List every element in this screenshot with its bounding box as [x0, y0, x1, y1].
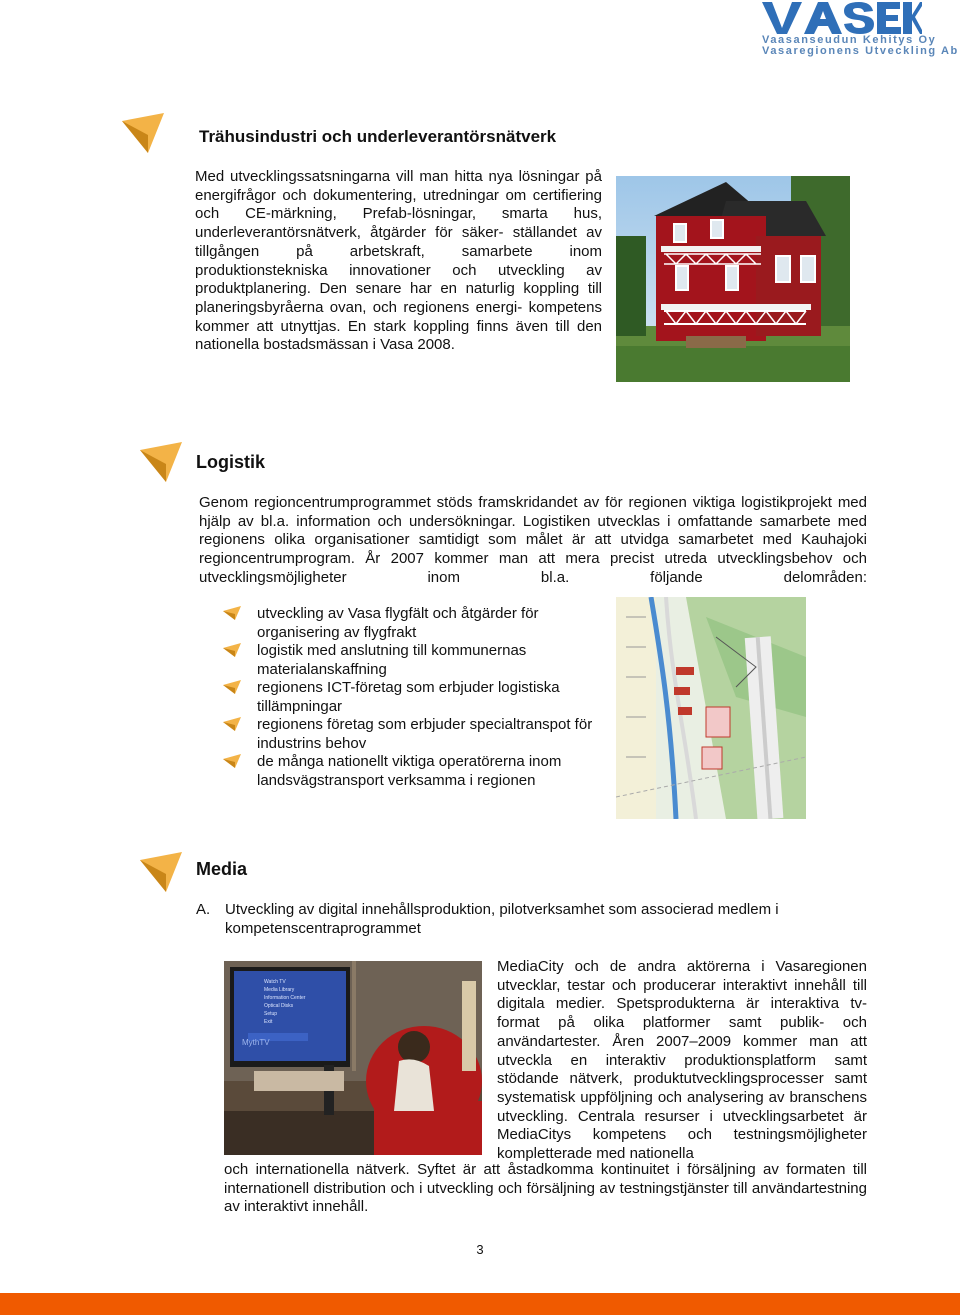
- section-title-logistik: Logistik: [196, 452, 266, 472]
- tv-menu-item: Media Library: [264, 987, 295, 993]
- bullet-triangle-icon: [222, 679, 242, 695]
- list-item-text: regionens ICT-företag som erbjuder logistiska tillämpningar: [257, 679, 560, 715]
- house-photo: [616, 176, 850, 382]
- vasek-subline-2: Vasaregionens Utveckling Ab: [762, 45, 959, 57]
- list-item-text: logistik med anslutning till kommunernas materialanskaffning: [257, 642, 527, 678]
- page-number: 3: [476, 1242, 484, 1257]
- media-body-right: MediaCity och de andra aktörerna i Vasaregionen utvecklar, testar och producerar interaktivt innehåll till digitala medier. Spetsprodukterna är interaktiva tv-format på olika platformer samt publik- och användartester. Åren 2007–2009 kommer man att utveckla en interaktiv produktionsplatform samt stödande nätverk, produktutvecklingsprocesser samt systematisk uppföljning och analysering av branschens utveckling. Centrala resurser i utvecklingsarbetet är MediaCitys kompetens och testningsmöjligheter kompletterade med nationella: [497, 958, 867, 1163]
- list-item: [222, 605, 602, 642]
- tv-menu-item: Optical Disks: [264, 1003, 294, 1009]
- list-item-text: de många nationellt viktiga operatörerna inom landsvägstransport verksamma i regionen: [257, 753, 562, 789]
- section-title-trahusindustri: Trähusindustri och underleverantörsnätverk: [199, 127, 557, 146]
- section-title-media: Media: [196, 859, 248, 879]
- media-body-full: och internationella nätverk. Syftet är att åstadkomma kontinuitet i försäljning av formaten till internationell distribution och i utveckling och försäljning av testningstjänster till användartestning av interaktivt innehåll.: [224, 1161, 867, 1216]
- tv-living-room-photo: [224, 961, 482, 1155]
- list-item: [222, 716, 602, 753]
- list-item-text: utveckling av Vasa flygfält och åtgärder för organisering av flygfrakt: [257, 605, 539, 641]
- list-item: [222, 753, 602, 790]
- section-body-trahusindustri: Med utvecklingssatsningarna vill man hitta nya lösningar på energifrågor och dokumentering, utredningar om certifiering och CE-märkning, Prefab-lösningar, smarta hus, underleverantörsnätverk, åtgärder för säker- ställandet av tillgången på arbetskraft, samarbete inom produktionstekniska innovationer och utveckling av produktplanering. Den senare har en naturlig koppling till planeringsbyråerna ovan, och regionens energi- kompetens kommer att utnyttjas. En stark koppling finns även till den nationella bostadsmässan i Vasa 2008.: [195, 168, 602, 354]
- airport-plan-map: [616, 597, 806, 819]
- vasek-logo: [762, 0, 922, 36]
- tv-menu-item: Information Center: [264, 995, 306, 1001]
- bullet-triangle-icon: [222, 642, 242, 658]
- bullet-triangle-icon: [222, 753, 242, 769]
- logistik-list: [222, 605, 602, 790]
- subitem-text: Utveckling av digital innehållsproduktion, pilotverksamhet som associerad medlem i kompetenscentraprogrammet: [225, 901, 779, 937]
- list-item: [222, 642, 602, 679]
- list-item-text: regionens företag som erbjuder specialtranspot för industrins behov: [257, 716, 593, 752]
- tv-menu-item: Exit: [264, 1019, 273, 1025]
- vasek-logo-mark: [762, 0, 922, 36]
- bullet-triangle-icon: [222, 716, 242, 732]
- vasek-subline-1: Vaasanseudun Kehitys Oy: [762, 34, 937, 46]
- subitem-label: A.: [196, 901, 211, 918]
- section-triangle-icon: [120, 111, 166, 155]
- section-body-logistik: Genom regioncentrumprogrammet stöds framskridandet av för regionen viktiga logistikprojekt med hjälp av bl.a. information och undersökningar. Logistiken utvecklas i omfattande samarbete med regionens olika organisationer samtidigt som målet är att utvidga samarbetet med Kauhajoki regioncentrumprogram. År 2007 kommer man att mera precist utreda utvecklingsbehov och utvecklingsmöjligheter inom bl.a. följande delområden:: [199, 494, 867, 586]
- footer-bar: [0, 1293, 960, 1315]
- tv-menu-item: Setup: [264, 1011, 278, 1017]
- section-triangle-icon: [138, 850, 184, 894]
- tv-menu-item: Watch TV: [264, 979, 286, 985]
- list-item: [222, 679, 602, 716]
- section-triangle-icon: [138, 440, 184, 484]
- bullet-triangle-icon: [222, 605, 242, 621]
- tv-screen-label: MythTV: [242, 1038, 270, 1047]
